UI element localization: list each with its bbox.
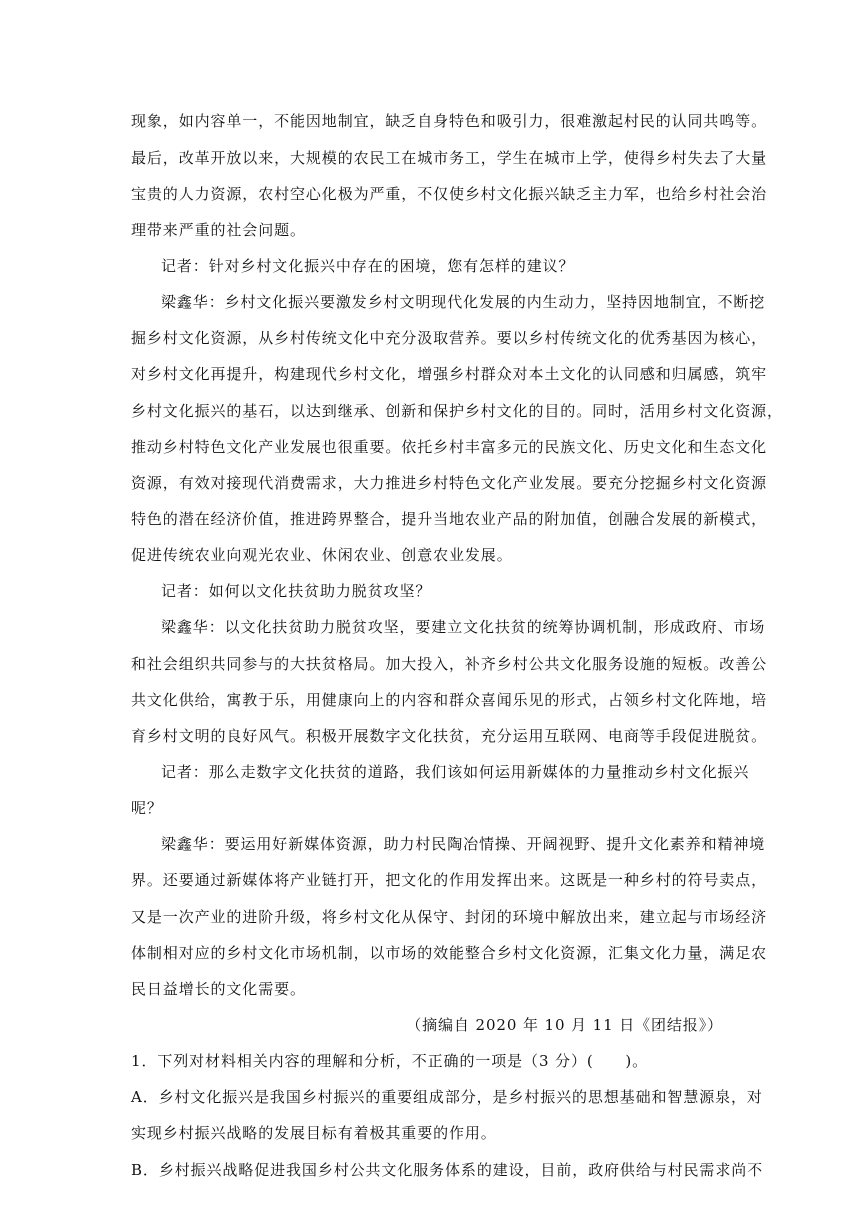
article-line: 促进传统农业向观光农业、休闲农业、创意农业发展。 bbox=[131, 546, 513, 564]
option-a-continued: 实现乡村振兴战略的发展目标有着极其重要的作用。 bbox=[131, 1124, 497, 1142]
article-line: 梁鑫华：乡村文化振兴要激发乡村文明现代化发展的内生动力，坚持因地制宜，不断挖 bbox=[161, 293, 766, 311]
article-line: 和社会组织共同参与的大扶贫格局。加大投入，补齐乡村公共文化服务设施的短板。改善公 bbox=[131, 655, 768, 673]
article-line: 掘乡村文化资源，从乡村传统文化中充分汲取营养。要以乡村传统文化的优秀基因为核心， bbox=[131, 329, 768, 347]
source-citation: （摘编自 2020 年 10 月 11 日《团结报》） bbox=[406, 1016, 723, 1034]
article-line: 民日益增长的文化需要。 bbox=[131, 980, 306, 998]
article-line: 育乡村文明的良好风气。积极开展数字文化扶贫，充分运用互联网、电商等手段促进脱贫。 bbox=[131, 727, 768, 745]
article-line: 对乡村文化再提升，构建现代乡村文化，增强乡村群众对本土文化的认同感和归属感，筑牢 bbox=[131, 365, 768, 383]
article-line: 推动乡村特色文化产业发展也很重要。依托乡村丰富多元的民族文化、历史文化和生态文化 bbox=[131, 438, 768, 456]
reporter-question: 记者：那么走数字文化扶贫的道路，我们该如何运用新媒体的力量推动乡村文化振兴 bbox=[161, 763, 750, 781]
question-stem: 1．下列对材料相关内容的理解和分析，不正确的一项是（3 分）( )。 bbox=[131, 1052, 649, 1070]
reporter-question: 记者：针对乡村文化振兴中存在的困境，您有怎样的建议？ bbox=[161, 257, 575, 275]
article-line: 呢？ bbox=[131, 799, 163, 817]
article-line: 梁鑫华：要运用好新媒体资源，助力村民陶冶情操、开阔视野、提升文化素养和精神境 bbox=[161, 835, 766, 853]
article-line: 特色的潜在经济价值，推进跨界整合，提升当地农业产品的附加值，创融合发展的新模式， bbox=[131, 510, 768, 528]
article-line: 界。还要通过新媒体将产业链打开，把文化的作用发挥出来。这既是一种乡村的符号卖点， bbox=[131, 871, 768, 889]
article-line: 乡村文化振兴的基石，以达到继承、创新和保护乡村文化的目的。同时，活用乡村文化资源， bbox=[131, 402, 783, 420]
article-line: 现象，如内容单一，不能因地制宜，缺乏自身特色和吸引力，很难激起村民的认同共鸣等。 bbox=[131, 112, 768, 130]
article-line: 宝贵的人力资源，农村空心化极为严重，不仅使乡村文化振兴缺乏主力军，也给乡村社会治 bbox=[131, 185, 768, 203]
article-line: 最后，改革开放以来，大规模的农民工在城市务工，学生在城市上学，使得乡村失去了大量 bbox=[131, 149, 768, 167]
article-line: 资源，有效对接现代消费需求，大力推进乡村特色文化产业发展。要充分挖掘乡村文化资源 bbox=[131, 474, 768, 492]
article-line: 又是一次产业的进阶升级，将乡村文化从保守、封闭的环境中解放出来，建立起与市场经济 bbox=[131, 908, 768, 926]
article-line: 理带来严重的社会问题。 bbox=[131, 221, 306, 239]
reporter-question: 记者：如何以文化扶贫助力脱贫攻坚？ bbox=[161, 582, 432, 600]
article-line: 梁鑫华：以文化扶贫助力脱贫攻坚，要建立文化扶贫的统筹协调机制，形成政府、市场 bbox=[161, 618, 766, 636]
option-a: A．乡村文化振兴是我国乡村振兴的重要组成部分，是乡村振兴的思想基础和智慧源泉，对 bbox=[131, 1088, 763, 1106]
article-line: 共文化供给，寓教于乐，用健康向上的内容和群众喜闻乐见的形式，占领乡村文化阵地，培 bbox=[131, 691, 768, 709]
article-line: 体制相对应的乡村文化市场机制，以市场的效能整合乡村文化资源，汇集文化力量，满足农 bbox=[131, 944, 768, 962]
option-b: B．乡村振兴战略促进我国乡村公共文化服务体系的建设，目前，政府供给与村民需求尚不 bbox=[131, 1161, 764, 1179]
